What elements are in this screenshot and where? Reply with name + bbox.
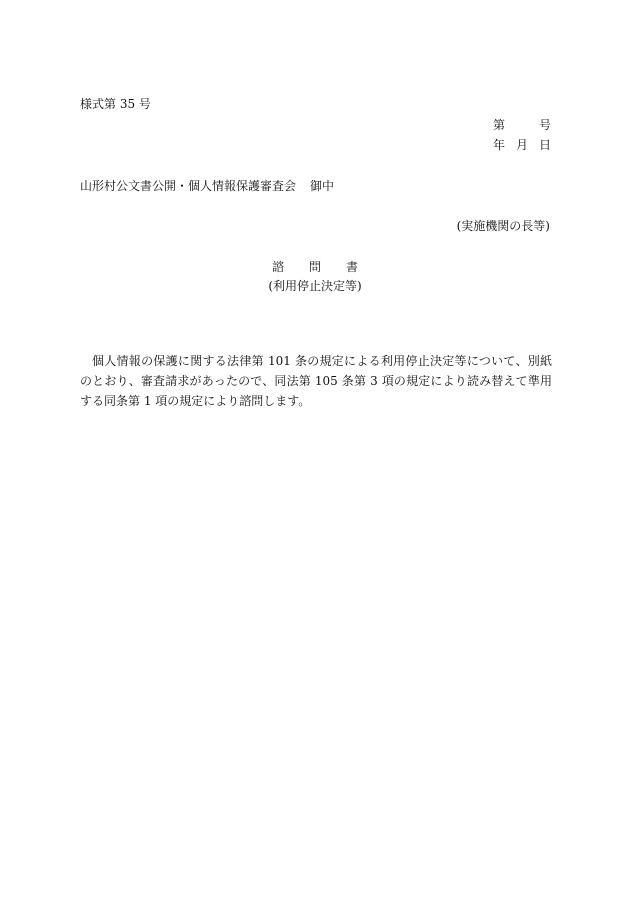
date-month: 月 [515,138,528,152]
recipient-honorific: 御中 [310,179,335,193]
document-title [272,261,358,273]
form-number: 様式第 35 号 [80,97,151,111]
document-number-suffix: 号 [538,118,551,132]
body-text: 個人情報の保護に関する法律第 101 条の規定による利用停止決定等について、別紙のとおり、審査請求があったので、同法第 105 条第 3 項の規定により読み替えて準用する同条第 1 項の規定により諮問します。 [80,354,552,408]
title-char: 書 [345,260,358,274]
title-char: 問 [308,260,321,274]
document-number-prefix: 第 [493,118,506,132]
document-date [493,139,551,151]
recipient [80,180,334,192]
date-year: 年 [493,138,506,152]
date-day: 日 [538,138,551,152]
recipient-name: 山形村公文書公開・個人情報保護審査会 [80,179,297,193]
document-number [493,119,551,131]
document-subtitle: (利用停止決定等) [268,279,362,293]
title-char: 諮 [272,260,285,274]
sender: (実施機関の長等) [456,219,550,233]
